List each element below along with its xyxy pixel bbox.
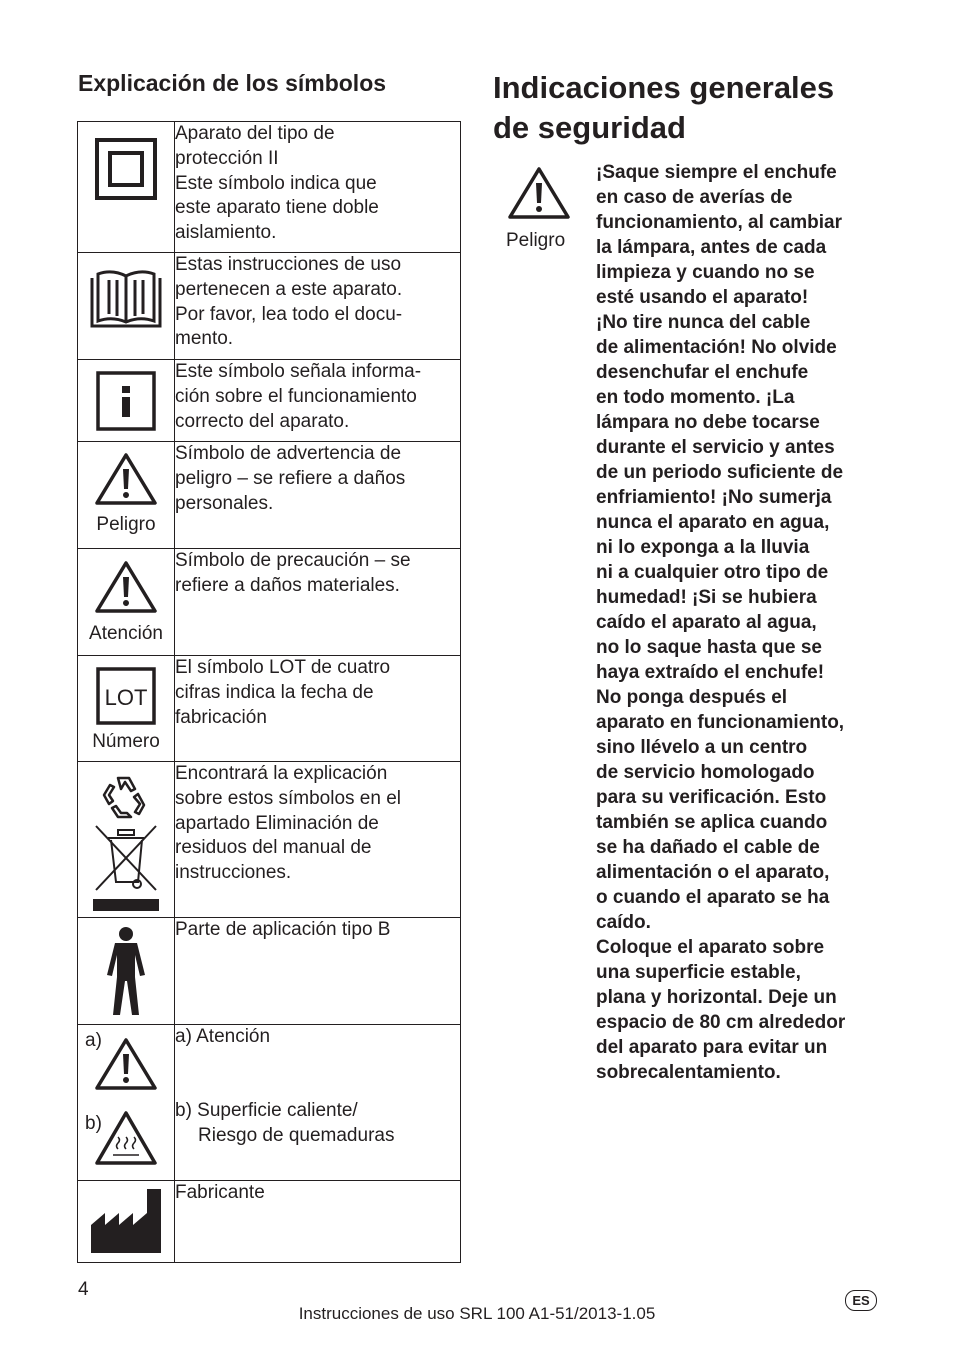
symbols-table	[77, 121, 461, 1263]
warning-line: plana y horizontal. Deje un	[596, 987, 837, 1008]
hot-surface-icon	[93, 1109, 159, 1167]
recycling-and-weee-bin-icon	[91, 770, 161, 912]
table-row	[78, 253, 461, 360]
warning-line: esté usando el aparato!	[596, 287, 809, 308]
table-row	[78, 1025, 461, 1181]
description-line: Por favor, lea todo el docu-	[175, 303, 403, 325]
warning-line: aparato en funcionamiento,	[596, 712, 845, 733]
description-line: correcto del aparato.	[175, 410, 350, 432]
table-row	[78, 656, 461, 762]
warning-line: Coloque el aparato sobre	[596, 937, 825, 958]
icon-cell	[78, 1181, 175, 1263]
warning-line: de servicio homologado	[596, 762, 815, 783]
icon-cell	[78, 549, 175, 656]
warning-line: ni a cualquier otro tipo de	[596, 562, 829, 583]
table-row	[78, 360, 461, 442]
warning-line: limpieza y cuando no se	[596, 262, 815, 283]
description-line: Aparato del tipo de	[175, 123, 335, 144]
warning-line: humedad! ¡Si se hubiera	[596, 587, 817, 608]
description-line: Encontrará la explicación	[175, 763, 388, 784]
crossed-bin-icon	[96, 826, 156, 890]
description-line: refiere a daños materiales.	[175, 574, 400, 596]
description-line: protección II	[175, 147, 279, 169]
danger-warning-icon	[93, 451, 159, 507]
warning-line: espacio de 80 cm alrededor	[596, 1012, 846, 1033]
symbols-section-title: Explicación de los símbolos	[78, 70, 387, 96]
title-line: de seguridad	[493, 109, 686, 145]
table-row	[78, 918, 461, 1025]
warning-line: se ha dañado el cable de	[596, 837, 820, 858]
table-row	[78, 762, 461, 918]
description-line: Fabricante	[175, 1182, 265, 1203]
recycling-icon	[104, 778, 144, 817]
table-row	[78, 122, 461, 253]
icon-label: Número	[92, 731, 160, 752]
warning-line: ¡No tire nunca del cable	[596, 312, 811, 333]
description-cell	[175, 253, 461, 360]
warning-line: no lo saque hasta que se	[596, 637, 822, 658]
description-line: b) Superficie caliente/	[175, 1099, 358, 1121]
warning-line: alimentación o el aparato,	[596, 862, 830, 883]
icon-cell	[78, 253, 175, 360]
icon-cell	[78, 918, 175, 1025]
description-cell	[175, 762, 461, 918]
sub-label-a: a)	[85, 1030, 102, 1051]
warning-line: desenchufar el enchufe	[596, 362, 809, 383]
description-line: sobre estos símbolos en el	[175, 787, 402, 809]
safety-section-title	[493, 68, 913, 147]
description-line: Este símbolo indica que	[175, 172, 377, 194]
description-line: mento.	[175, 328, 234, 350]
warning-line: sobrecalentamiento.	[596, 1062, 781, 1083]
description-cell	[175, 1025, 461, 1181]
caution-warning-icon	[93, 559, 159, 615]
icon-cell	[78, 122, 175, 253]
warning-line: o cuando el aparato se ha	[596, 887, 830, 908]
safety-warning-text	[596, 160, 886, 1085]
warning-line: haya extraído el enchufe!	[596, 662, 825, 683]
description-cell	[175, 1181, 461, 1263]
warning-line: en caso de averías de	[596, 187, 793, 208]
description-cell	[175, 360, 461, 442]
lot-text: LOT	[104, 685, 148, 710]
warning-line: ni lo exponga a la lluvia	[596, 537, 810, 558]
description-cell	[175, 442, 461, 549]
warning-line: del aparato para evitar un	[596, 1037, 828, 1058]
manufacturer-factory-icon	[89, 1187, 163, 1255]
description-line: pertenecen a este aparato.	[175, 278, 403, 300]
weee-bar	[93, 899, 159, 911]
description-line: residuos del manual de	[175, 837, 372, 859]
information-icon	[96, 371, 156, 431]
title-line: Indicaciones generales	[493, 70, 835, 105]
description-line: Símbolo de precaución – se	[175, 550, 411, 571]
icon-label: Peligro	[96, 514, 156, 535]
description-line: peligro – se refiere a daños	[175, 467, 406, 489]
description-line: Parte de aplicación tipo B	[175, 919, 391, 940]
description-line: personales.	[175, 492, 274, 514]
warning-line: caído.	[596, 912, 651, 933]
warning-line: ¡Saque siempre el enchufe	[596, 162, 837, 183]
description-line: cifras indica la fecha de	[175, 681, 374, 703]
document-reference: Instrucciones de uso SRL 100 A1-51/2013-1.05	[298, 1304, 656, 1323]
icon-cell	[78, 1025, 175, 1181]
warning-line: lámpara no debe tocarse	[596, 412, 820, 433]
warning-line: nunca el aparato en agua,	[596, 512, 830, 533]
description-line: este aparato tiene doble	[175, 197, 379, 219]
warning-line: de un periodo suficiente de	[596, 462, 844, 483]
warning-line: la lámpara, antes de cada	[596, 237, 827, 258]
icon-cell	[78, 360, 175, 442]
language-badge: ES	[845, 1290, 877, 1311]
class-ii-icon	[95, 138, 157, 200]
warning-line: en todo momento. ¡La	[596, 387, 795, 408]
sub-label-b: b)	[85, 1113, 102, 1134]
table-row	[78, 549, 461, 656]
table-row	[78, 1181, 461, 1263]
warning-line: durante el servicio y antes	[596, 437, 835, 458]
description-line: ción sobre el funcionamiento	[175, 385, 417, 407]
description-line: instrucciones.	[175, 862, 292, 884]
description-cell	[175, 918, 461, 1025]
table-row	[78, 442, 461, 549]
warning-line: también se aplica cuando	[596, 812, 828, 833]
description-line: Símbolo de advertencia de	[175, 443, 402, 464]
warning-line: de alimentación! No olvide	[596, 337, 837, 358]
warning-line: funcionamiento, al cambiar	[596, 212, 842, 233]
warning-line: No ponga después el	[596, 687, 788, 708]
description-line: a) Atención	[175, 1026, 271, 1047]
description-cell	[175, 122, 461, 253]
lot-icon	[96, 667, 156, 725]
description-line: aislamiento.	[175, 222, 277, 244]
icon-cell	[78, 656, 175, 762]
warning-line: sino llévelo a un centro	[596, 737, 808, 758]
type-b-person-icon	[101, 925, 151, 1017]
attention-warning-icon	[93, 1036, 159, 1092]
description-line: Este símbolo señala informa-	[175, 361, 422, 382]
warning-line: una superficie estable,	[596, 962, 801, 983]
icon-label: Atención	[89, 623, 163, 644]
description-cell	[175, 549, 461, 656]
warning-icon-label: Peligro	[506, 230, 566, 251]
warning-line: enfriamiento! ¡No sumerja	[596, 487, 832, 508]
description-line: Riesgo de quemaduras	[198, 1124, 395, 1146]
description-cell	[175, 656, 461, 762]
warning-line: caído el aparato al agua,	[596, 612, 817, 633]
manual-book-icon	[89, 268, 163, 330]
icon-cell	[78, 442, 175, 549]
warning-line: para su verificación. Esto	[596, 787, 827, 808]
icon-cell	[78, 762, 175, 918]
description-line: fabricación	[175, 706, 267, 728]
description-line: apartado Eliminación de	[175, 812, 379, 834]
danger-warning-icon	[506, 165, 572, 221]
page-number: 4	[78, 1279, 89, 1300]
description-line: Estas instrucciones de uso	[175, 254, 402, 275]
description-line: El símbolo LOT de cuatro	[175, 657, 391, 678]
